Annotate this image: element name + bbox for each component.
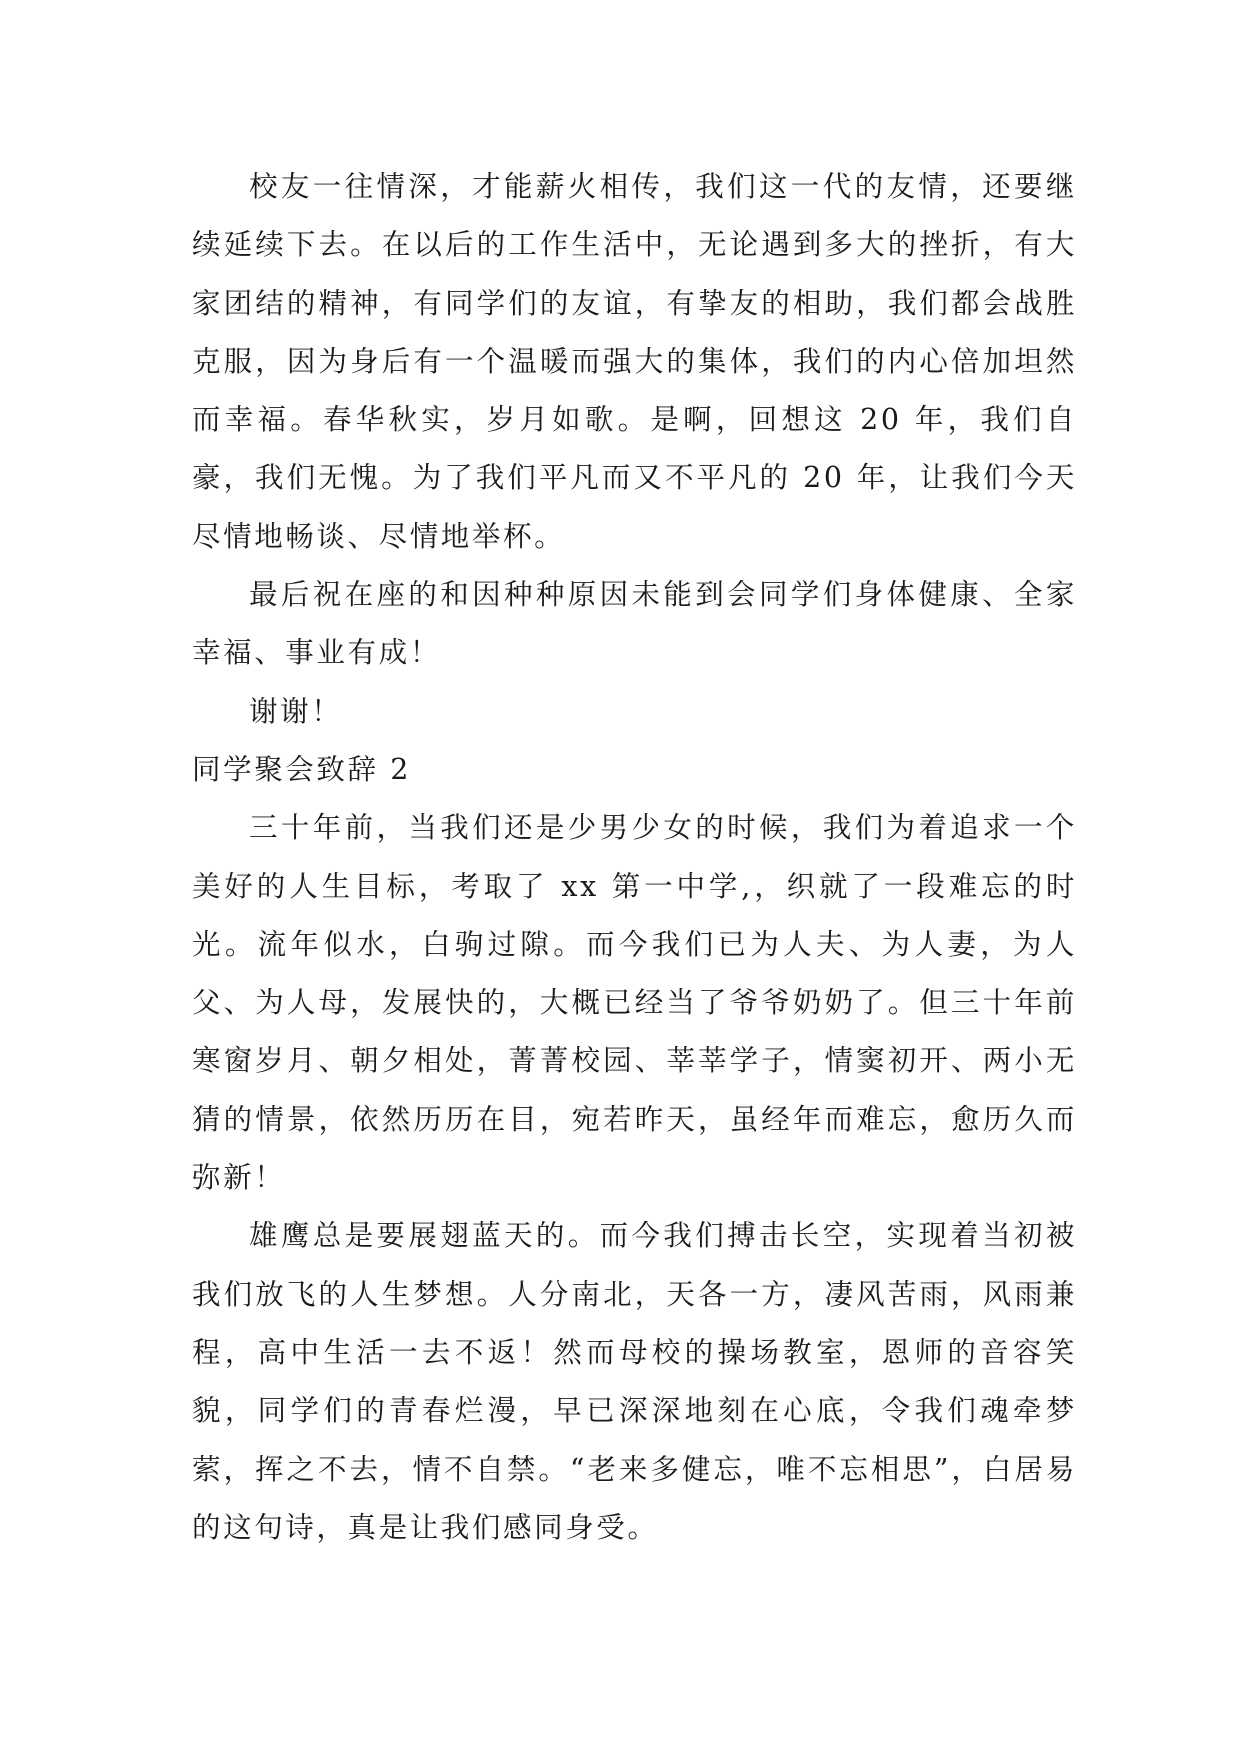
paragraph-blessing: 最后祝在座的和因种种原因未能到会同学们身体健康、全家幸福、事业有成！ (192, 578, 1077, 670)
paragraph-thirty-years: 三十年前，当我们还是少男少女的时候，我们为着追求一个美好的人生目标，考取了 xx 第一中学,，织就了一段难忘的时光。流年似水，白驹过隙。而今我们已为人夫、为人妻，为人父、为人母，发展快的，大概已经当了爷爷奶奶了。但三十年前寒窗岁月、朝夕相处，菁菁校园、莘莘学子，情窦初开、两小无猜的情景，依然历历在目，宛若昨天，虽经年而难忘，愈历久而弥新！ (192, 811, 1077, 1195)
section-heading: 同学聚会致辞 2 (192, 752, 411, 786)
document-page (192, 158, 1077, 1557)
paragraph-friendship: 校友一往情深，才能薪火相传，我们这一代的友情，还要继续延续下去。在以后的工作生活中，无论遇到多大的挫折，有大家团结的精神，有同学们的友谊，有挚友的相助，我们都会战胜克服，因为身后有一个温暖而强大的集体，我们的内心倍加坦然而幸福。春华秋实，岁月如歌。是啊，回想这 20 年，我们自豪，我们无愧。为了我们平凡而又不平凡的 20 年，让我们今天尽情地畅谈、尽情地举杯。 (192, 170, 1077, 553)
paragraph-eagle: 雄鹰总是要展翅蓝天的。而今我们搏击长空，实现着当初被我们放飞的人生梦想。人分南北，天各一方，凄风苦雨，风雨兼程，高中生活一去不返！然而母校的操场教室，恩师的音容笑貌，同学们的青春烂漫，早已深深地刻在心底，令我们魂牵梦萦，挥之不去，情不自禁。“老来多健忘，唯不忘相思”，白居易的这句诗，真是让我们感同身受。 (192, 1219, 1077, 1544)
thanks-line: 谢谢！ (249, 694, 343, 728)
